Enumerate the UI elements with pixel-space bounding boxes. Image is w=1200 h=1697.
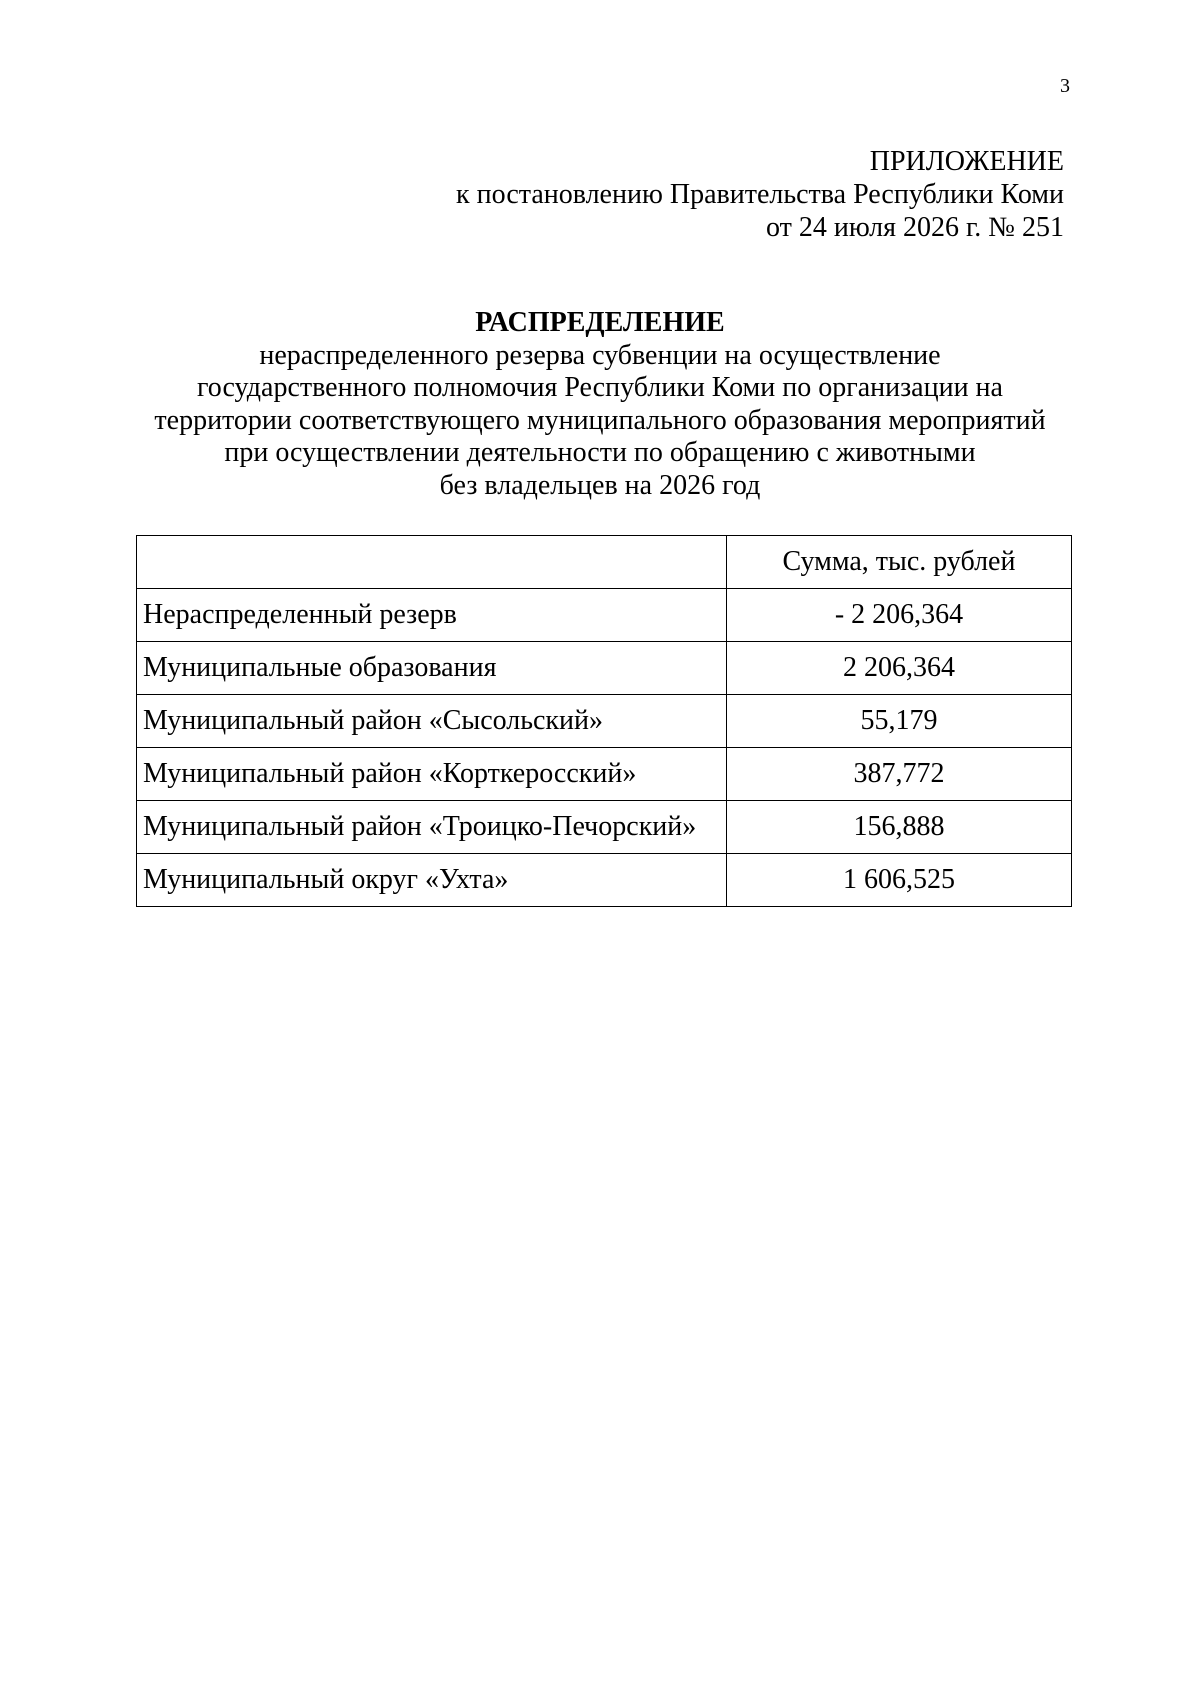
row-name-cell: Муниципальные образования	[137, 642, 727, 695]
row-sum-cell: 2 206,364	[727, 642, 1072, 695]
appendix-decree-reference: к постановлению Правительства Республики Коми	[456, 179, 1064, 210]
table-row	[137, 589, 1072, 642]
appendix-block	[300, 145, 1064, 244]
appendix-label: ПРИЛОЖЕНИЕ	[869, 146, 1064, 177]
page-number: 3	[1060, 75, 1070, 97]
row-name-cell: Нераспределенный резерв	[137, 589, 727, 642]
title-line-4: при осуществлении деятельности по обращению с животными	[224, 437, 976, 468]
row-sum-cell: 1 606,525	[727, 854, 1072, 907]
distribution-table	[136, 535, 1072, 907]
title-line-2: государственного полномочия Республики Коми по организации на	[197, 372, 1003, 403]
row-name-cell: Муниципальный район «Сысольский»	[137, 695, 727, 748]
row-name-cell: Муниципальный район «Троицко-Печорский»	[137, 801, 727, 854]
table-row	[137, 854, 1072, 907]
table-row	[137, 695, 1072, 748]
title-line-1: нераспределенного резерва субвенции на осуществление	[259, 339, 941, 371]
title-line-5: без владельцев на 2026 год	[439, 469, 761, 501]
row-sum-cell: 55,179	[727, 695, 1072, 748]
table-row	[137, 642, 1072, 695]
document-title-block	[100, 307, 1100, 502]
row-sum-cell: 387,772	[727, 748, 1072, 801]
table-header-row	[137, 536, 1072, 589]
document-title: РАСПРЕДЕЛЕНИЕ	[475, 307, 725, 338]
table-row	[137, 748, 1072, 801]
table-row	[137, 801, 1072, 854]
row-sum-cell: - 2 206,364	[727, 589, 1072, 642]
row-name-cell: Муниципальный район «Корткеросский»	[137, 748, 727, 801]
header-sum-cell: Сумма, тыс. рублей	[727, 536, 1072, 589]
row-name-cell: Муниципальный округ «Ухта»	[137, 854, 727, 907]
header-name-cell	[137, 536, 727, 589]
appendix-decree-date: от 24 июля 2026 г. № 251	[766, 212, 1064, 243]
title-line-3: территории соответствующего муниципального образования мероприятий	[154, 404, 1046, 436]
row-sum-cell: 156,888	[727, 801, 1072, 854]
